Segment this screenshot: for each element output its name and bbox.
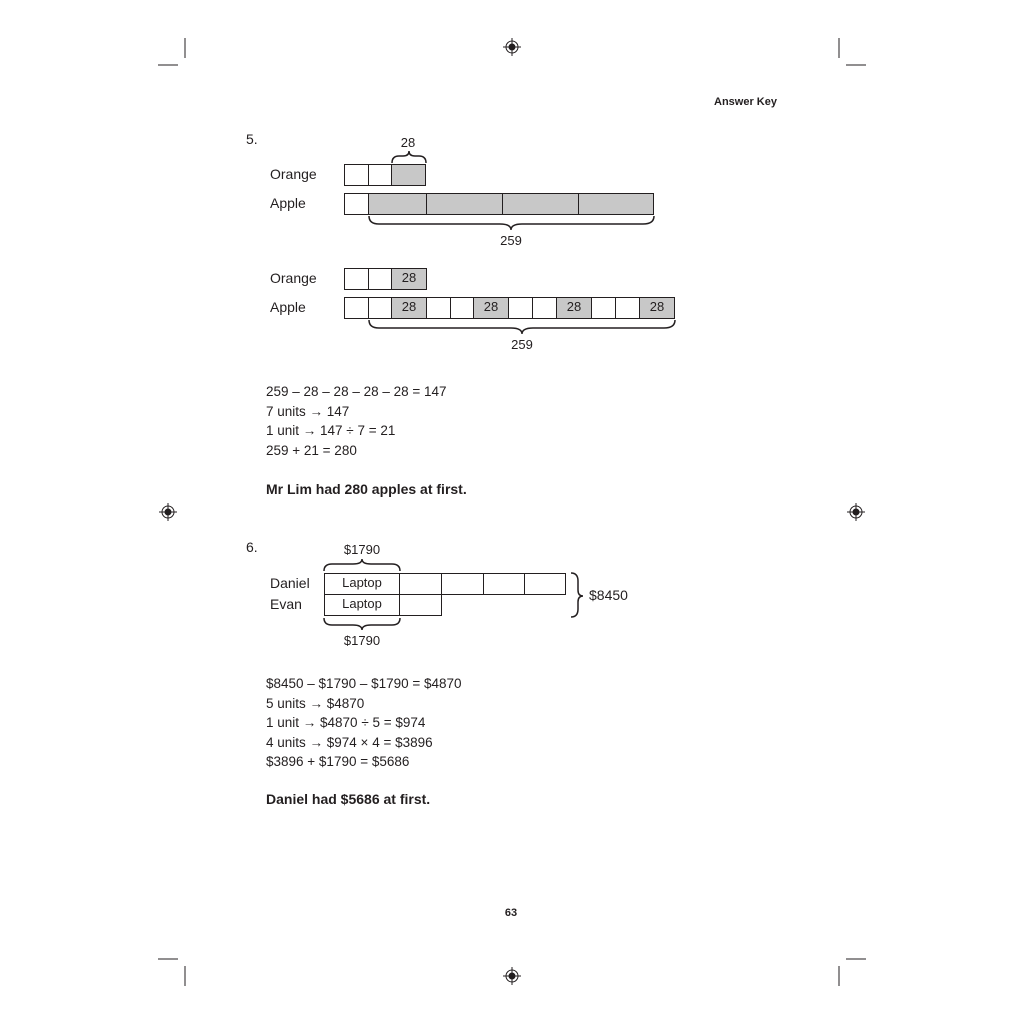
working-line: 4 units → $974 × 4 = $3896 [266, 734, 433, 750]
q6-answer: Daniel had $5686 at first. [266, 791, 431, 807]
working-line: 259 – 28 – 28 – 28 – 28 = 147 [266, 384, 447, 399]
evan-laptop-cell: Laptop [324, 594, 400, 616]
apple-28-cell: 28 [473, 297, 509, 319]
brace-label-1790-top: $1790 [343, 542, 381, 557]
q6-working [266, 674, 462, 772]
brace-label-8450: $8450 [589, 587, 628, 603]
working-line: 7 units → 147 [266, 403, 350, 419]
question-6-number: 6. [246, 539, 258, 555]
top-brace-1790 [324, 559, 400, 571]
apple-label: Apple [270, 299, 306, 315]
working-line: 259 + 21 = 280 [266, 442, 357, 458]
orange-28-cell: 28 [391, 268, 427, 290]
working-line: $8450 – $1790 – $1790 = $4870 [266, 676, 462, 691]
orange-label: Orange [270, 166, 317, 182]
evan-label: Evan [270, 596, 302, 612]
bottom-brace-1790 [324, 618, 400, 630]
apple-label: Apple [270, 195, 306, 211]
working-line: 1 unit → 147 ÷ 7 = 21 [266, 423, 396, 438]
orange-label: Orange [270, 270, 317, 286]
apple-28-cell: 28 [391, 297, 427, 319]
question-5-number: 5. [246, 131, 258, 147]
apple-28-cell: 28 [556, 297, 592, 319]
daniel-laptop-cell: Laptop [324, 573, 400, 595]
page-number: 63 [504, 907, 518, 919]
page-header: Answer Key [714, 96, 777, 108]
q5-answer: Mr Lim had 280 apples at first. [266, 481, 467, 497]
working-line: 1 unit → $4870 ÷ 5 = $974 [266, 715, 426, 730]
apple-28-cell: 28 [639, 297, 675, 319]
brace-label-1790-bottom: $1790 [343, 633, 381, 648]
right-brace-8450 [571, 573, 583, 617]
brace-label-259: 259 [511, 337, 533, 352]
daniel-label: Daniel [270, 575, 310, 591]
brace-label-28: 28 [400, 135, 416, 150]
brace-label-259: 259 [500, 233, 522, 248]
working-line: 5 units → $4870 [266, 695, 365, 711]
working-line: $3896 + $1790 = $5686 [266, 754, 410, 769]
